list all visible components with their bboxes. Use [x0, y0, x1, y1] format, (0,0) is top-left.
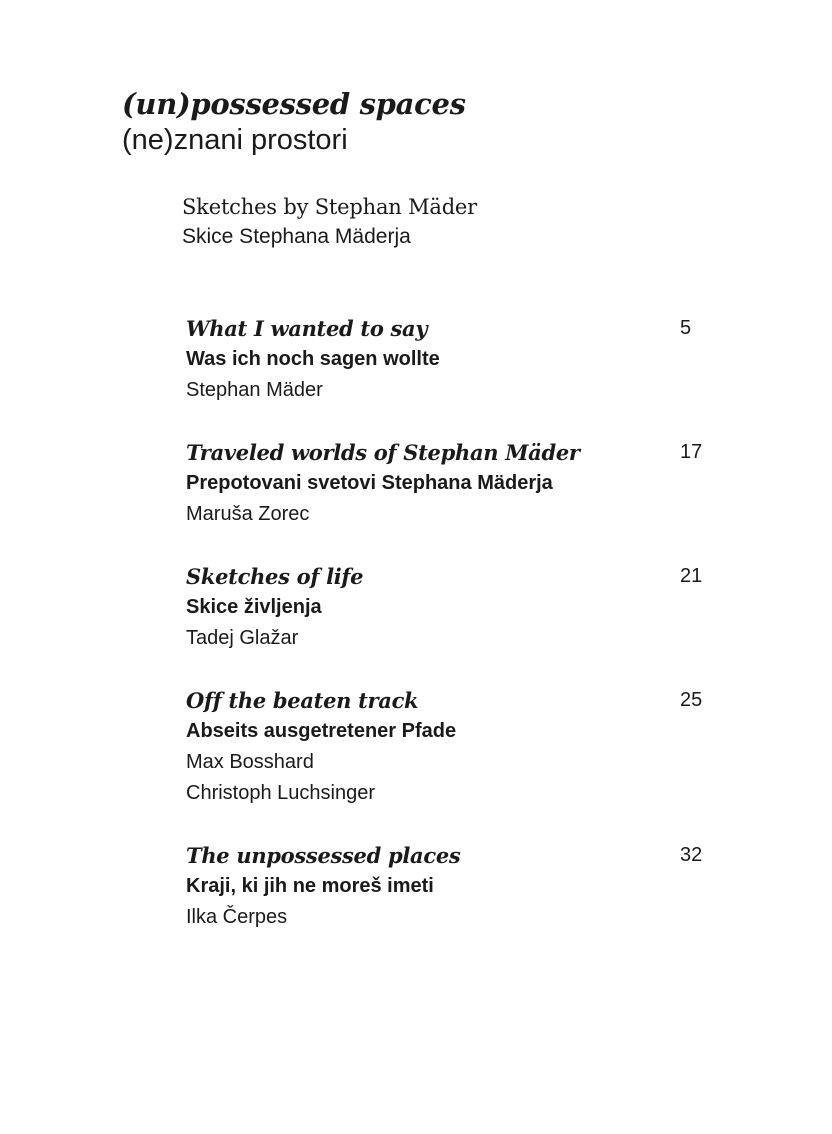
toc-entry-author: Ilka Čerpes [186, 906, 288, 928]
toc-entry-page-number: 21 [680, 565, 703, 587]
toc-entry-page-number: 5 [680, 317, 692, 339]
toc-entry-title: Traveled worlds of Stephan Mäder [186, 440, 580, 465]
toc-entry-page-number: 32 [680, 844, 703, 866]
book-subtitle-block [182, 192, 477, 252]
toc-entry-author: Christoph Luchsinger [186, 782, 375, 804]
toc-entry-title: Off the beaten track [186, 688, 419, 713]
book-subtitle-english: Sketches by Stephan Mäder [182, 195, 477, 219]
toc-entry-author: Tadej Glažar [186, 627, 299, 649]
toc-entry-title: Sketches of life [186, 564, 364, 589]
toc-entry-author: Maruša Zorec [186, 503, 310, 525]
toc-entry-subtitle: Skice življenja [186, 596, 322, 618]
toc-entry-subtitle: Was ich noch sagen wollte [186, 348, 440, 370]
book-title-slovenian: (ne)znani prostori [122, 124, 348, 156]
book-title-english: (un)possessed spaces [122, 87, 466, 121]
toc-entry [186, 437, 716, 530]
toc-entry [186, 685, 716, 809]
toc-entry-subtitle: Abseits ausgetretener Pfade [186, 720, 457, 742]
toc-entry-title: What I wanted to say [186, 316, 428, 341]
toc-entry-author: Max Bosshard [186, 751, 314, 773]
toc-entry [186, 313, 716, 406]
toc-entry-page-number: 17 [680, 441, 703, 463]
book-title-block [122, 86, 466, 158]
toc-entry [186, 561, 716, 654]
toc-entry-subtitle: Prepotovani svetovi Stephana Mäderja [186, 472, 553, 494]
table-of-contents [186, 313, 716, 964]
book-subtitle-slovenian: Skice Stephana Mäderja [182, 225, 411, 248]
toc-entry [186, 840, 716, 933]
toc-entry-title: The unpossessed places [186, 843, 461, 868]
toc-entry-author: Stephan Mäder [186, 379, 323, 401]
toc-entry-subtitle: Kraji, ki jih ne moreš imeti [186, 875, 434, 897]
toc-entry-page-number: 25 [680, 689, 703, 711]
